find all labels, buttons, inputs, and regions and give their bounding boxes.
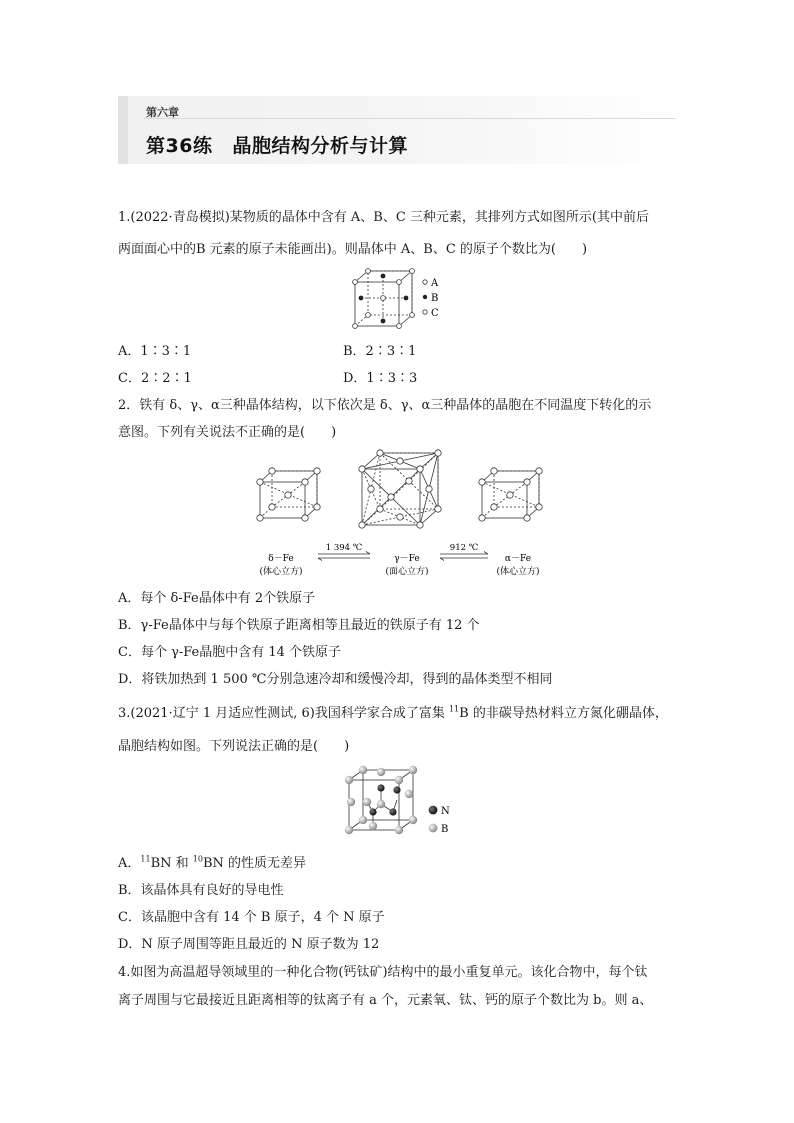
q1-legend-c: C <box>431 308 439 319</box>
q2-iron-crystal-figure <box>250 447 560 580</box>
q3-option-a <box>118 852 306 871</box>
q3-option-b: B．该晶体具有良好的导电性 <box>118 883 284 898</box>
exercise-title: 晶胞结构分析与计算 <box>232 135 408 157</box>
q1-stem-line1: 1.(2022·青岛模拟)某物质的晶体中含有 A、B、C 三种元素，其排列方式如图所示(其中前后 <box>118 210 649 225</box>
q3-option-a-mid: BN 和 <box>150 856 193 871</box>
q3-option-a-isotope-2: 10 <box>192 854 203 864</box>
q1-option-a: A．1∶3∶1 <box>118 344 192 359</box>
q3-stem-pre: 3.(2021·辽宁 1 月适应性测试, 6)我国科学家合成了富集 <box>118 706 449 721</box>
q3-option-a-post: BN 的性质无差异 <box>202 856 307 871</box>
q3-legend-n: N <box>441 806 450 817</box>
q3-option-a-pre: A． <box>118 856 141 871</box>
q3-legend-b: B <box>441 824 449 835</box>
chapter-label: 第六章 <box>146 106 179 119</box>
q2-delta-type: (体心立方) <box>259 567 303 577</box>
alpha-fe-cell <box>479 468 542 521</box>
q1-stem-line2: 两面面心中的B 元素的原子未能画出)。则晶体中 A、B、C 的原子个数比为( ) <box>118 242 588 257</box>
q3-stem-line1 <box>118 702 668 721</box>
q3-bn-crystal-figure <box>337 764 467 842</box>
exercise-number: 第36练 <box>146 135 213 157</box>
q2-temp-2: 912 ℃ <box>449 543 479 553</box>
q2-option-c: C．每个 γ-Fe晶胞中含有 14 个铁原子 <box>118 645 342 660</box>
q2-gamma-name: γ－Fe <box>394 554 420 564</box>
section-title <box>146 131 408 158</box>
q3-option-c: C．该晶胞中含有 14 个 B 原子，4 个 N 原子 <box>118 910 385 925</box>
q2-option-d: D．将铁加热到 1 500 ℃分别急速冷却和缓慢冷却，得到的晶体类型不相同 <box>118 672 553 687</box>
q2-delta-name: δ－Fe <box>268 554 294 564</box>
q2-stem-line1: 2．铁有 δ、γ、α三种晶体结构，以下依次是 δ、γ、α三种晶体的晶胞在不同温度下转化的示 <box>118 398 652 413</box>
q3-option-a-isotope-1: 11 <box>140 854 151 864</box>
q2-stem-line2: 意图。下列有关说法不正确的是( ) <box>118 425 337 440</box>
q4-stem-line2: 离子周围与它最接近且距离相等的钛离子有 a 个，元素氧、钛、钙的原子个数比为 b。则 a、 <box>118 993 653 1008</box>
gamma-fe-cell <box>359 450 441 528</box>
q2-alpha-name: α－Fe <box>504 554 532 564</box>
header-rule <box>144 118 676 119</box>
q1-crystal-figure <box>345 266 455 332</box>
q2-alpha-type: (体心立方) <box>496 567 540 577</box>
q2-gamma-type: (面心立方) <box>385 567 429 577</box>
q1-legend-a: A <box>431 278 439 289</box>
q1-option-c: C．2∶2∶1 <box>118 371 192 386</box>
q3-option-d: D．N 原子周围等距且最近的 N 原子数为 12 <box>118 937 380 952</box>
delta-fe-cell <box>257 468 320 521</box>
q1-legend-b: B <box>431 293 439 304</box>
q1-option-d: D．1∶3∶3 <box>343 371 418 386</box>
q3-stem-isotope: 11 <box>448 704 460 714</box>
q4-stem-line1: 4.如图为高温超导领域里的一种化合物(钙钛矿)结构中的最小重复单元。该化合物中，每个钛 <box>118 965 648 980</box>
q2-temp-1: 1 394 ℃ <box>325 543 363 553</box>
q3-stem-line2: 晶胞结构如图。下列说法正确的是( ) <box>118 739 350 754</box>
q2-option-a: A．每个 δ-Fe晶体中有 2个铁原子 <box>118 591 316 606</box>
q2-option-b: B．γ-Fe晶体中与每个铁原子距离相等且最近的铁原子有 12 个 <box>118 618 480 633</box>
q1-option-b: B．2∶3∶1 <box>343 344 417 359</box>
q3-stem-post: B 的非碳导热材料立方氮化硼晶体， <box>459 706 668 721</box>
